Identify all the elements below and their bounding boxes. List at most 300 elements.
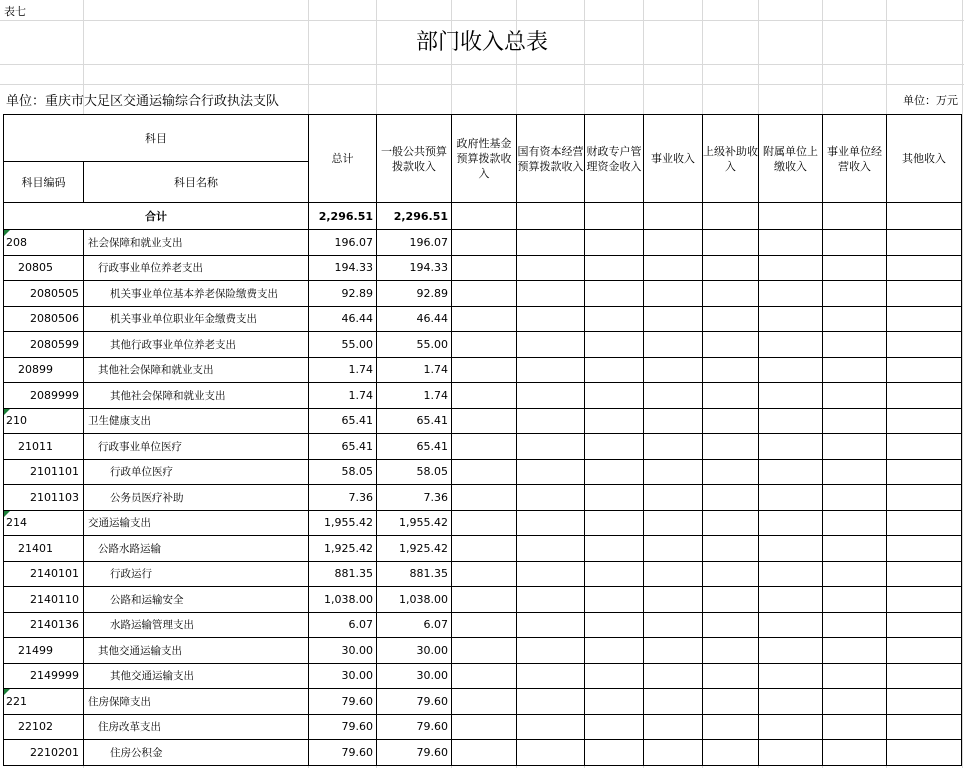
empty-cell: [644, 383, 703, 409]
empty-cell: [452, 714, 517, 740]
table-row: [4, 459, 962, 485]
empty-cell: [703, 255, 759, 281]
general-budget-cell: 30.00: [377, 638, 452, 664]
empty-cell: [759, 230, 823, 256]
empty-cell: [823, 357, 887, 383]
empty-cell: [759, 383, 823, 409]
subject-code-cell: 2101101: [4, 459, 84, 485]
subject-name-cell: 行政事业单位养老支出: [84, 255, 309, 281]
table-row: [4, 689, 962, 715]
header-business-operation: 事业单位经营收入: [823, 115, 887, 203]
table-row: [4, 561, 962, 587]
table-row: [4, 638, 962, 664]
general-budget-cell: 1,038.00: [377, 587, 452, 613]
empty-cell: [452, 485, 517, 511]
gridline: [0, 64, 964, 65]
subject-code-cell: 22102: [4, 714, 84, 740]
empty-cell: [644, 408, 703, 434]
total-cell: 79.60: [309, 714, 377, 740]
empty-cell: [703, 561, 759, 587]
empty-cell: [887, 255, 962, 281]
empty-cell: [517, 281, 585, 307]
subject-code-cell: 2089999: [4, 383, 84, 409]
empty-cell: [452, 510, 517, 536]
empty-cell: [887, 663, 962, 689]
empty-cell: [644, 510, 703, 536]
general-budget-cell: 55.00: [377, 332, 452, 358]
total-cell: 1,955.42: [309, 510, 377, 536]
gridline: [962, 0, 963, 768]
subject-code-cell: 2140136: [4, 612, 84, 638]
header-business-income: 事业收入: [644, 115, 703, 203]
gridline: [0, 20, 964, 21]
empty-cell: [703, 663, 759, 689]
empty-cell: [517, 408, 585, 434]
total-row: [4, 203, 962, 230]
empty-cell: [703, 689, 759, 715]
empty-cell: [452, 638, 517, 664]
empty-cell: [703, 306, 759, 332]
empty-cell: [759, 510, 823, 536]
empty-cell: [887, 638, 962, 664]
general-budget-cell: 79.60: [377, 689, 452, 715]
empty-cell: [887, 536, 962, 562]
empty-cell: [759, 357, 823, 383]
table-row: [4, 408, 962, 434]
table-row: [4, 357, 962, 383]
subject-name-cell: 行政单位医疗: [84, 459, 309, 485]
empty-cell: [585, 689, 644, 715]
header-subject-code: 科目编码: [4, 162, 84, 203]
empty-cell: [452, 740, 517, 766]
empty-cell: [887, 203, 962, 230]
subject-code-cell: 2140110: [4, 587, 84, 613]
total-label: 合计: [4, 203, 309, 230]
empty-cell: [585, 612, 644, 638]
empty-cell: [644, 714, 703, 740]
table-number: 表七: [4, 5, 26, 18]
empty-cell: [452, 612, 517, 638]
total-cell: 30.00: [309, 638, 377, 664]
empty-cell: [703, 740, 759, 766]
general-budget-cell: 79.60: [377, 740, 452, 766]
empty-cell: [585, 510, 644, 536]
total-cell: 58.05: [309, 459, 377, 485]
table-row: [4, 255, 962, 281]
empty-cell: [585, 587, 644, 613]
empty-cell: [823, 663, 887, 689]
empty-cell: [759, 485, 823, 511]
empty-cell: [703, 510, 759, 536]
header-general-budget: 一般公共预算拨款收入: [377, 115, 452, 203]
empty-cell: [703, 587, 759, 613]
empty-cell: [823, 332, 887, 358]
header-superior-subsidy: 上级补助收入: [703, 115, 759, 203]
subject-name-cell: 住房保障支出: [84, 689, 309, 715]
empty-cell: [759, 689, 823, 715]
empty-cell: [703, 612, 759, 638]
subject-name-cell: 水路运输管理支出: [84, 612, 309, 638]
subject-name-cell: 行政运行: [84, 561, 309, 587]
empty-cell: [517, 383, 585, 409]
total-cell: 7.36: [309, 485, 377, 511]
empty-cell: [517, 663, 585, 689]
empty-cell: [823, 587, 887, 613]
empty-cell: [452, 230, 517, 256]
empty-cell: [823, 459, 887, 485]
unit-right-label: 单位：万元: [903, 94, 958, 107]
subject-name-cell: 交通运输支出: [84, 510, 309, 536]
empty-cell: [703, 332, 759, 358]
empty-cell: [585, 536, 644, 562]
header-subject: 科目: [4, 115, 309, 162]
empty-cell: [887, 459, 962, 485]
empty-cell: [585, 281, 644, 307]
empty-cell: [517, 306, 585, 332]
empty-cell: [703, 434, 759, 460]
subject-code-cell: 2101103: [4, 485, 84, 511]
empty-cell: [452, 203, 517, 230]
table-row: [4, 714, 962, 740]
general-budget-cell: 1,955.42: [377, 510, 452, 536]
total-cell: 79.60: [309, 740, 377, 766]
empty-cell: [759, 663, 823, 689]
empty-cell: [517, 612, 585, 638]
empty-cell: [517, 255, 585, 281]
empty-cell: [887, 740, 962, 766]
empty-cell: [644, 536, 703, 562]
empty-cell: [517, 714, 585, 740]
total-cell: 1,038.00: [309, 587, 377, 613]
page-title: 部门收入总表: [415, 30, 548, 55]
empty-cell: [887, 689, 962, 715]
table-row: [4, 306, 962, 332]
table-row: [4, 740, 962, 766]
total-cell: 65.41: [309, 434, 377, 460]
empty-cell: [644, 459, 703, 485]
empty-cell: [887, 281, 962, 307]
empty-cell: [823, 434, 887, 460]
empty-cell: [517, 332, 585, 358]
total-cell: 30.00: [309, 663, 377, 689]
total-cell: 46.44: [309, 306, 377, 332]
income-summary-table: [3, 114, 962, 766]
empty-cell: [887, 230, 962, 256]
subject-name-cell: 机关事业单位职业年金缴费支出: [84, 306, 309, 332]
total-cell: 1.74: [309, 383, 377, 409]
header-total: 总计: [309, 115, 377, 203]
subject-name-cell: 住房公积金: [84, 740, 309, 766]
empty-cell: [585, 434, 644, 460]
table-row: [4, 281, 962, 307]
subject-code-cell: 21499: [4, 638, 84, 664]
subject-code-cell: 2080506: [4, 306, 84, 332]
empty-cell: [759, 740, 823, 766]
empty-cell: [887, 357, 962, 383]
empty-cell: [703, 281, 759, 307]
table-row: [4, 536, 962, 562]
subject-name-cell: 公务员医疗补助: [84, 485, 309, 511]
empty-cell: [759, 306, 823, 332]
total-cell: 79.60: [309, 689, 377, 715]
empty-cell: [517, 561, 585, 587]
total-cell: 55.00: [309, 332, 377, 358]
empty-cell: [759, 434, 823, 460]
general-budget-cell: 881.35: [377, 561, 452, 587]
empty-cell: [759, 459, 823, 485]
empty-cell: [585, 306, 644, 332]
empty-cell: [703, 638, 759, 664]
empty-cell: [759, 332, 823, 358]
empty-cell: [823, 203, 887, 230]
empty-cell: [517, 357, 585, 383]
empty-cell: [517, 689, 585, 715]
empty-cell: [823, 714, 887, 740]
empty-cell: [585, 357, 644, 383]
general-budget-cell: 46.44: [377, 306, 452, 332]
subject-name-cell: 卫生健康支出: [84, 408, 309, 434]
empty-cell: [759, 281, 823, 307]
header-fiscal-special: 财政专户管理资金收入: [585, 115, 644, 203]
empty-cell: [759, 255, 823, 281]
empty-cell: [759, 587, 823, 613]
empty-cell: [823, 689, 887, 715]
empty-cell: [644, 587, 703, 613]
general-budget-cell: 92.89: [377, 281, 452, 307]
subject-code-cell: 20899: [4, 357, 84, 383]
header-other-income: 其他收入: [887, 115, 962, 203]
table-row: [4, 587, 962, 613]
table-row: [4, 434, 962, 460]
empty-cell: [452, 357, 517, 383]
total-cell-general: 2,296.51: [377, 203, 452, 230]
empty-cell: [452, 332, 517, 358]
subject-name-cell: 社会保障和就业支出: [84, 230, 309, 256]
empty-cell: [517, 587, 585, 613]
empty-cell: [823, 536, 887, 562]
general-budget-cell: 1.74: [377, 383, 452, 409]
total-cell: 194.33: [309, 255, 377, 281]
empty-cell: [759, 536, 823, 562]
empty-cell: [644, 485, 703, 511]
general-budget-cell: 65.41: [377, 434, 452, 460]
subject-name-cell: 其他行政事业单位养老支出: [84, 332, 309, 358]
general-budget-cell: 194.33: [377, 255, 452, 281]
empty-cell: [452, 306, 517, 332]
subject-code-cell: 21011: [4, 434, 84, 460]
subject-code-cell: 210: [4, 408, 84, 434]
empty-cell: [585, 714, 644, 740]
empty-cell: [887, 306, 962, 332]
general-budget-cell: 58.05: [377, 459, 452, 485]
subject-name-cell: 其他社会保障和就业支出: [84, 383, 309, 409]
empty-cell: [759, 714, 823, 740]
empty-cell: [452, 281, 517, 307]
subject-name-cell: 其他社会保障和就业支出: [84, 357, 309, 383]
general-budget-cell: 7.36: [377, 485, 452, 511]
table-row: [4, 510, 962, 536]
subject-code-cell: 2080505: [4, 281, 84, 307]
empty-cell: [452, 663, 517, 689]
empty-cell: [585, 383, 644, 409]
empty-cell: [644, 357, 703, 383]
general-budget-cell: 1,925.42: [377, 536, 452, 562]
empty-cell: [644, 203, 703, 230]
empty-cell: [759, 638, 823, 664]
empty-cell: [517, 510, 585, 536]
empty-cell: [823, 383, 887, 409]
empty-cell: [759, 203, 823, 230]
empty-cell: [887, 510, 962, 536]
empty-cell: [517, 230, 585, 256]
empty-cell: [823, 485, 887, 511]
empty-cell: [644, 230, 703, 256]
general-budget-cell: 30.00: [377, 663, 452, 689]
empty-cell: [452, 255, 517, 281]
empty-cell: [452, 587, 517, 613]
empty-cell: [517, 638, 585, 664]
empty-cell: [823, 408, 887, 434]
empty-cell: [644, 255, 703, 281]
empty-cell: [823, 306, 887, 332]
subject-code-cell: 214: [4, 510, 84, 536]
empty-cell: [585, 230, 644, 256]
empty-cell: [759, 612, 823, 638]
empty-cell: [703, 459, 759, 485]
empty-cell: [887, 485, 962, 511]
empty-cell: [823, 612, 887, 638]
total-cell: 881.35: [309, 561, 377, 587]
total-cell: 6.07: [309, 612, 377, 638]
empty-cell: [644, 281, 703, 307]
empty-cell: [644, 663, 703, 689]
empty-cell: [887, 612, 962, 638]
empty-cell: [452, 561, 517, 587]
empty-cell: [644, 638, 703, 664]
empty-cell: [644, 434, 703, 460]
empty-cell: [585, 332, 644, 358]
empty-cell: [452, 434, 517, 460]
table-row: [4, 612, 962, 638]
empty-cell: [452, 383, 517, 409]
empty-cell: [585, 561, 644, 587]
subject-code-cell: 2149999: [4, 663, 84, 689]
subject-name-cell: 公路水路运输: [84, 536, 309, 562]
general-budget-cell: 6.07: [377, 612, 452, 638]
empty-cell: [887, 587, 962, 613]
empty-cell: [517, 536, 585, 562]
empty-cell: [644, 612, 703, 638]
empty-cell: [703, 383, 759, 409]
subject-name-cell: 其他交通运输支出: [84, 663, 309, 689]
empty-cell: [452, 459, 517, 485]
header-state-capital: 国有资本经营预算拨款收入: [517, 115, 585, 203]
empty-cell: [452, 536, 517, 562]
empty-cell: [823, 255, 887, 281]
subject-code-cell: 2080599: [4, 332, 84, 358]
total-cell: 1,925.42: [309, 536, 377, 562]
empty-cell: [823, 281, 887, 307]
empty-cell: [703, 357, 759, 383]
subject-name-cell: 机关事业单位基本养老保险缴费支出: [84, 281, 309, 307]
total-cell: 92.89: [309, 281, 377, 307]
table-row: [4, 663, 962, 689]
empty-cell: [887, 383, 962, 409]
gridline: [0, 84, 964, 85]
table-row: [4, 332, 962, 358]
empty-cell: [703, 230, 759, 256]
header-subject-name: 科目名称: [84, 162, 309, 203]
subject-code-cell: 20805: [4, 255, 84, 281]
empty-cell: [585, 203, 644, 230]
total-cell: 196.07: [309, 230, 377, 256]
empty-cell: [517, 203, 585, 230]
table-row: [4, 383, 962, 409]
empty-cell: [452, 689, 517, 715]
table-row: [4, 230, 962, 256]
empty-cell: [703, 485, 759, 511]
empty-cell: [887, 408, 962, 434]
empty-cell: [585, 255, 644, 281]
empty-cell: [644, 689, 703, 715]
total-cell: 65.41: [309, 408, 377, 434]
subject-code-cell: 221: [4, 689, 84, 715]
general-budget-cell: 79.60: [377, 714, 452, 740]
subject-code-cell: 2140101: [4, 561, 84, 587]
empty-cell: [644, 332, 703, 358]
empty-cell: [517, 434, 585, 460]
empty-cell: [585, 459, 644, 485]
subject-name-cell: 公路和运输安全: [84, 587, 309, 613]
empty-cell: [823, 638, 887, 664]
empty-cell: [517, 740, 585, 766]
general-budget-cell: 65.41: [377, 408, 452, 434]
empty-cell: [759, 408, 823, 434]
empty-cell: [585, 485, 644, 511]
empty-cell: [585, 408, 644, 434]
header-gov-fund: 政府性基金预算拨款收入: [452, 115, 517, 203]
unit-left-label: 单位：重庆市大足区交通运输综合行政执法支队: [6, 94, 280, 109]
empty-cell: [823, 740, 887, 766]
subject-name-cell: 其他交通运输支出: [84, 638, 309, 664]
empty-cell: [644, 740, 703, 766]
general-budget-cell: 1.74: [377, 357, 452, 383]
total-cell-total: 2,296.51: [309, 203, 377, 230]
empty-cell: [887, 714, 962, 740]
subject-name-cell: 住房改革支出: [84, 714, 309, 740]
subject-name-cell: 行政事业单位医疗: [84, 434, 309, 460]
empty-cell: [585, 663, 644, 689]
empty-cell: [823, 510, 887, 536]
empty-cell: [517, 459, 585, 485]
empty-cell: [887, 434, 962, 460]
subject-code-cell: 208: [4, 230, 84, 256]
empty-cell: [703, 536, 759, 562]
empty-cell: [703, 408, 759, 434]
empty-cell: [585, 740, 644, 766]
empty-cell: [823, 230, 887, 256]
empty-cell: [823, 561, 887, 587]
empty-cell: [517, 485, 585, 511]
subject-code-cell: 21401: [4, 536, 84, 562]
empty-cell: [452, 408, 517, 434]
empty-cell: [887, 561, 962, 587]
empty-cell: [703, 714, 759, 740]
table-row: [4, 485, 962, 511]
header-affiliated-units: 附属单位上缴收入: [759, 115, 823, 203]
empty-cell: [585, 638, 644, 664]
general-budget-cell: 196.07: [377, 230, 452, 256]
